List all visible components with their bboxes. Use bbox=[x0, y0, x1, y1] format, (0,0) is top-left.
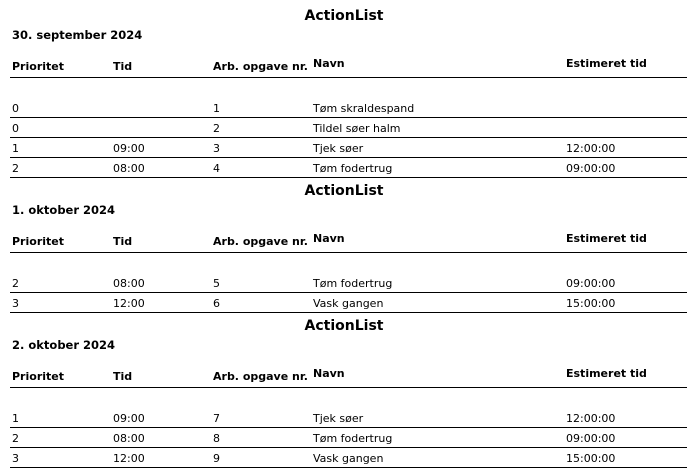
row-divider bbox=[10, 177, 687, 178]
table-cell-task-no: 8 bbox=[213, 432, 220, 445]
row-divider bbox=[10, 117, 687, 118]
column-header-time: Tid bbox=[113, 370, 133, 383]
row-divider bbox=[10, 312, 687, 313]
table-cell-name: Vask gangen bbox=[313, 297, 384, 310]
table-cell-estimated: 12:00:00 bbox=[566, 412, 616, 425]
column-header-task-no: Arb. opgave nr. bbox=[213, 235, 308, 248]
column-header-name: Navn bbox=[313, 367, 345, 380]
table-cell-task-no: 7 bbox=[213, 412, 220, 425]
table-cell-time: 08:00 bbox=[113, 162, 145, 175]
table-cell-name: Tjek søer bbox=[313, 412, 364, 425]
header-divider bbox=[10, 252, 687, 253]
table-cell-time: 09:00 bbox=[113, 142, 145, 155]
report-section bbox=[0, 317, 688, 467]
column-header-time: Tid bbox=[113, 235, 133, 248]
table-cell-time: 12:00 bbox=[113, 297, 145, 310]
table-cell-priority: 2 bbox=[12, 432, 19, 445]
table-cell-task-no: 6 bbox=[213, 297, 220, 310]
report-title: ActionList bbox=[304, 8, 384, 24]
table-cell-priority: 1 bbox=[12, 412, 19, 425]
column-header-priority: Prioritet bbox=[12, 60, 64, 73]
report-section bbox=[0, 182, 688, 332]
table-cell-priority: 0 bbox=[12, 102, 19, 115]
table-cell-task-no: 9 bbox=[213, 452, 220, 465]
table-cell-name: Tøm fodertrug bbox=[313, 162, 393, 175]
report-date: 30. september 2024 bbox=[12, 28, 143, 42]
table-cell-estimated: 12:00:00 bbox=[566, 142, 616, 155]
report-title: ActionList bbox=[304, 183, 384, 199]
table-cell-task-no: 3 bbox=[213, 142, 220, 155]
column-header-priority: Prioritet bbox=[12, 370, 64, 383]
table-cell-task-no: 2 bbox=[213, 122, 220, 135]
row-divider bbox=[10, 292, 687, 293]
report-date: 2. oktober 2024 bbox=[12, 338, 116, 352]
table-cell-task-no: 4 bbox=[213, 162, 220, 175]
column-header-time: Tid bbox=[113, 60, 133, 73]
table-cell-priority: 0 bbox=[12, 122, 19, 135]
table-cell-priority: 3 bbox=[12, 452, 19, 465]
table-cell-estimated: 09:00:00 bbox=[566, 277, 616, 290]
row-divider bbox=[10, 137, 687, 138]
table-cell-priority: 2 bbox=[12, 277, 19, 290]
column-header-estimated: Estimeret tid bbox=[566, 57, 647, 70]
header-divider bbox=[10, 387, 687, 388]
table-cell-name: Vask gangen bbox=[313, 452, 384, 465]
column-header-estimated: Estimeret tid bbox=[566, 232, 647, 245]
table-cell-estimated: 15:00:00 bbox=[566, 452, 616, 465]
header-divider bbox=[10, 77, 687, 78]
table-cell-priority: 1 bbox=[12, 142, 19, 155]
row-divider bbox=[10, 447, 687, 448]
table-cell-estimated: 09:00:00 bbox=[566, 432, 616, 445]
table-cell-time: 09:00 bbox=[113, 412, 145, 425]
row-divider bbox=[10, 427, 687, 428]
column-header-name: Navn bbox=[313, 57, 345, 70]
table-cell-name: Tøm fodertrug bbox=[313, 277, 393, 290]
column-header-task-no: Arb. opgave nr. bbox=[213, 60, 308, 73]
column-header-estimated: Estimeret tid bbox=[566, 367, 647, 380]
column-header-priority: Prioritet bbox=[12, 235, 64, 248]
table-cell-priority: 2 bbox=[12, 162, 19, 175]
report-date: 1. oktober 2024 bbox=[12, 203, 116, 217]
table-cell-name: Tøm skraldespand bbox=[313, 102, 415, 115]
table-cell-name: Tildel søer halm bbox=[313, 122, 401, 135]
table-cell-priority: 3 bbox=[12, 297, 19, 310]
row-divider bbox=[10, 467, 687, 468]
table-cell-task-no: 1 bbox=[213, 102, 220, 115]
table-cell-estimated: 15:00:00 bbox=[566, 297, 616, 310]
table-cell-time: 12:00 bbox=[113, 452, 145, 465]
table-cell-task-no: 5 bbox=[213, 277, 220, 290]
report-section bbox=[0, 7, 688, 175]
row-divider bbox=[10, 157, 687, 158]
table-cell-name: Tjek søer bbox=[313, 142, 364, 155]
table-cell-estimated: 09:00:00 bbox=[566, 162, 616, 175]
report-title: ActionList bbox=[304, 318, 384, 334]
column-header-task-no: Arb. opgave nr. bbox=[213, 370, 308, 383]
table-cell-name: Tøm fodertrug bbox=[313, 432, 393, 445]
table-cell-time: 08:00 bbox=[113, 432, 145, 445]
table-cell-time: 08:00 bbox=[113, 277, 145, 290]
column-header-name: Navn bbox=[313, 232, 345, 245]
